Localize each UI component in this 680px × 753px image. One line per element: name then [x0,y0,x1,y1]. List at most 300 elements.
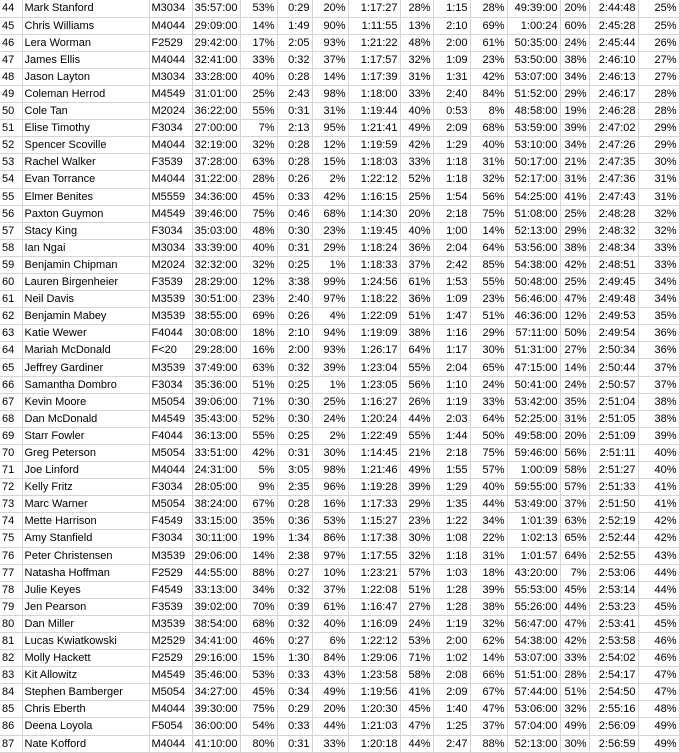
split3-time-cell[interactable]: 55:53:00 [507,581,560,598]
split2-pct-cell[interactable]: 37% [400,256,433,273]
t1-time-cell[interactable]: 1:34 [277,530,312,547]
split1-pct-cell[interactable]: 32% [240,137,277,154]
split3-time-cell[interactable]: 52:13:00 [507,222,560,239]
split1-time-cell[interactable]: 44:55:00 [192,564,240,581]
split2-time-cell[interactable]: 1:23:21 [348,564,400,581]
split3-pct-cell[interactable]: 58% [560,462,589,479]
t1-time-cell[interactable]: 2:05 [277,34,312,51]
split2-time-cell[interactable]: 1:18:22 [348,291,400,308]
t1-time-cell[interactable]: 0:46 [277,205,312,222]
t1-pct-cell[interactable]: 20% [312,0,348,17]
division-cell[interactable]: M5054 [149,684,192,701]
split3-pct-cell[interactable]: 20% [560,0,589,17]
total-time-cell[interactable]: 2:53:06 [589,564,638,581]
row-header[interactable]: 72 [0,479,22,496]
t1-time-cell[interactable]: 0:26 [277,171,312,188]
row-header[interactable]: 77 [0,564,22,581]
split2-pct-cell[interactable]: 38% [400,325,433,342]
t2-time-cell[interactable]: 2:10 [433,17,470,34]
t1-pct-cell[interactable]: 23% [312,222,348,239]
overall-pct-cell[interactable]: 27% [638,51,679,68]
name-cell[interactable]: Lera Worman [22,34,149,51]
split1-pct-cell[interactable]: 45% [240,188,277,205]
name-cell[interactable]: Joe Linford [22,462,149,479]
t1-pct-cell[interactable]: 68% [312,205,348,222]
split2-time-cell[interactable]: 1:17:39 [348,68,400,85]
overall-pct-cell[interactable]: 41% [638,496,679,513]
split3-pct-cell[interactable]: 38% [560,239,589,256]
split1-pct-cell[interactable]: 7% [240,120,277,137]
name-cell[interactable]: Nate Kofford [22,735,149,752]
split1-time-cell[interactable]: 33:51:00 [192,444,240,461]
split2-time-cell[interactable]: 1:11:55 [348,17,400,34]
name-cell[interactable]: Stephen Bamberger [22,684,149,701]
t2-time-cell[interactable]: 1:16 [433,325,470,342]
name-cell[interactable]: Coleman Herrod [22,85,149,102]
split2-pct-cell[interactable]: 32% [400,51,433,68]
split1-time-cell[interactable]: 31:22:00 [192,171,240,188]
split2-time-cell[interactable]: 1:17:33 [348,496,400,513]
t1-time-cell[interactable]: 0:30 [277,393,312,410]
t2-time-cell[interactable]: 1:55 [433,462,470,479]
row-header[interactable]: 65 [0,359,22,376]
split3-pct-cell[interactable]: 28% [560,667,589,684]
t1-time-cell[interactable]: 2:10 [277,325,312,342]
split1-pct-cell[interactable]: 15% [240,650,277,667]
total-time-cell[interactable]: 2:56:59 [589,735,638,752]
split3-pct-cell[interactable]: 42% [560,256,589,273]
split3-pct-cell[interactable]: 29% [560,222,589,239]
division-cell[interactable]: M4549 [149,205,192,222]
split1-time-cell[interactable]: 32:41:00 [192,51,240,68]
t2-pct-cell[interactable]: 84% [470,85,507,102]
division-cell[interactable]: M5054 [149,393,192,410]
t2-pct-cell[interactable]: 51% [470,308,507,325]
t2-pct-cell[interactable]: 30% [470,342,507,359]
split2-pct-cell[interactable]: 52% [400,171,433,188]
split2-time-cell[interactable]: 1:19:56 [348,684,400,701]
division-cell[interactable]: F4044 [149,325,192,342]
division-cell[interactable]: M3539 [149,547,192,564]
split3-pct-cell[interactable]: 30% [560,735,589,752]
split2-pct-cell[interactable]: 29% [400,496,433,513]
split1-time-cell[interactable]: 34:41:00 [192,632,240,649]
overall-pct-cell[interactable]: 38% [638,393,679,410]
split2-time-cell[interactable]: 1:18:33 [348,256,400,273]
name-cell[interactable]: Mark Stanford [22,0,149,17]
t1-time-cell[interactable]: 0:27 [277,564,312,581]
split3-time-cell[interactable]: 56:47:00 [507,615,560,632]
division-cell[interactable]: M2529 [149,632,192,649]
name-cell[interactable]: Spencer Scoville [22,137,149,154]
split1-pct-cell[interactable]: 88% [240,564,277,581]
split2-time-cell[interactable]: 1:16:47 [348,598,400,615]
division-cell[interactable]: M4044 [149,137,192,154]
t2-pct-cell[interactable]: 67% [470,684,507,701]
total-time-cell[interactable]: 2:49:45 [589,274,638,291]
t1-time-cell[interactable]: 1:30 [277,650,312,667]
split3-pct-cell[interactable]: 37% [560,496,589,513]
row-header[interactable]: 68 [0,410,22,427]
t1-pct-cell[interactable]: 16% [312,496,348,513]
split2-pct-cell[interactable]: 55% [400,359,433,376]
split3-time-cell[interactable]: 53:50:00 [507,51,560,68]
t1-pct-cell[interactable]: 30% [312,444,348,461]
row-header[interactable]: 81 [0,632,22,649]
name-cell[interactable]: Mariah McDonald [22,342,149,359]
split3-time-cell[interactable]: 1:01:39 [507,513,560,530]
total-time-cell[interactable]: 2:45:44 [589,34,638,51]
t2-pct-cell[interactable]: 18% [470,564,507,581]
split2-pct-cell[interactable]: 44% [400,735,433,752]
name-cell[interactable]: Jason Layton [22,68,149,85]
split1-pct-cell[interactable]: 48% [240,222,277,239]
total-time-cell[interactable]: 2:51:04 [589,393,638,410]
t2-time-cell[interactable]: 1:25 [433,718,470,735]
t2-time-cell[interactable]: 2:18 [433,444,470,461]
split3-time-cell[interactable]: 57:04:00 [507,718,560,735]
split2-pct-cell[interactable]: 51% [400,308,433,325]
row-header[interactable]: 67 [0,393,22,410]
division-cell[interactable]: M2024 [149,103,192,120]
division-cell[interactable]: M4044 [149,51,192,68]
overall-pct-cell[interactable]: 41% [638,479,679,496]
t2-time-cell[interactable]: 1:53 [433,274,470,291]
overall-pct-cell[interactable]: 43% [638,547,679,564]
name-cell[interactable]: Benjamin Mabey [22,308,149,325]
split3-pct-cell[interactable]: 14% [560,359,589,376]
split2-time-cell[interactable]: 1:22:08 [348,581,400,598]
t1-pct-cell[interactable]: 49% [312,684,348,701]
split3-time-cell[interactable]: 1:02:13 [507,530,560,547]
split1-pct-cell[interactable]: 33% [240,51,277,68]
t2-pct-cell[interactable]: 68% [470,120,507,137]
split1-pct-cell[interactable]: 5% [240,462,277,479]
total-time-cell[interactable]: 2:46:28 [589,103,638,120]
overall-pct-cell[interactable]: 28% [638,103,679,120]
t2-time-cell[interactable]: 2:42 [433,256,470,273]
row-header[interactable]: 66 [0,376,22,393]
split1-time-cell[interactable]: 38:24:00 [192,496,240,513]
split1-pct-cell[interactable]: 34% [240,581,277,598]
t2-pct-cell[interactable]: 32% [470,171,507,188]
split2-pct-cell[interactable]: 40% [400,103,433,120]
row-header[interactable]: 73 [0,496,22,513]
split1-time-cell[interactable]: 35:36:00 [192,376,240,393]
row-header[interactable]: 79 [0,598,22,615]
split1-time-cell[interactable]: 33:15:00 [192,513,240,530]
total-time-cell[interactable]: 2:48:51 [589,256,638,273]
division-cell[interactable]: M5559 [149,188,192,205]
row-header[interactable]: 87 [0,735,22,752]
split3-time-cell[interactable]: 53:07:00 [507,650,560,667]
split2-time-cell[interactable]: 1:22:09 [348,308,400,325]
name-cell[interactable]: Julie Keyes [22,581,149,598]
t1-time-cell[interactable]: 0:29 [277,0,312,17]
overall-pct-cell[interactable]: 42% [638,513,679,530]
t1-pct-cell[interactable]: 84% [312,650,348,667]
split1-time-cell[interactable]: 39:02:00 [192,598,240,615]
split3-pct-cell[interactable]: 19% [560,103,589,120]
t2-time-cell[interactable]: 1:17 [433,342,470,359]
split3-time-cell[interactable]: 43:20:00 [507,564,560,581]
name-cell[interactable]: Dan Miller [22,615,149,632]
split1-pct-cell[interactable]: 71% [240,393,277,410]
total-time-cell[interactable]: 2:50:34 [589,342,638,359]
split1-time-cell[interactable]: 24:31:00 [192,462,240,479]
division-cell[interactable]: F2529 [149,564,192,581]
t2-time-cell[interactable]: 2:03 [433,410,470,427]
t1-time-cell[interactable]: 2:13 [277,120,312,137]
t1-pct-cell[interactable]: 1% [312,376,348,393]
t2-time-cell[interactable]: 2:09 [433,120,470,137]
name-cell[interactable]: Lucas Kwiatkowski [22,632,149,649]
split1-time-cell[interactable]: 30:08:00 [192,325,240,342]
division-cell[interactable]: M3034 [149,239,192,256]
split1-time-cell[interactable]: 29:28:00 [192,342,240,359]
t2-time-cell[interactable]: 1:15 [433,0,470,17]
split1-pct-cell[interactable]: 55% [240,427,277,444]
split3-time-cell[interactable]: 54:25:00 [507,188,560,205]
t1-time-cell[interactable]: 0:28 [277,68,312,85]
split3-pct-cell[interactable]: 57% [560,479,589,496]
t1-time-cell[interactable]: 0:33 [277,667,312,684]
split3-pct-cell[interactable]: 49% [560,718,589,735]
split1-pct-cell[interactable]: 75% [240,205,277,222]
row-header[interactable]: 84 [0,684,22,701]
split2-pct-cell[interactable]: 40% [400,222,433,239]
division-cell[interactable]: M2024 [149,256,192,273]
total-time-cell[interactable]: 2:51:11 [589,444,638,461]
t2-time-cell[interactable]: 1:54 [433,188,470,205]
t1-pct-cell[interactable]: 6% [312,632,348,649]
split2-time-cell[interactable]: 1:21:46 [348,462,400,479]
split3-pct-cell[interactable]: 33% [560,650,589,667]
split3-time-cell[interactable]: 47:15:00 [507,359,560,376]
overall-pct-cell[interactable]: 34% [638,274,679,291]
split1-time-cell[interactable]: 33:28:00 [192,68,240,85]
split3-pct-cell[interactable]: 29% [560,85,589,102]
name-cell[interactable]: Samantha Dombro [22,376,149,393]
split3-pct-cell[interactable]: 45% [560,581,589,598]
split2-pct-cell[interactable]: 21% [400,444,433,461]
name-cell[interactable]: Evan Torrance [22,171,149,188]
split1-pct-cell[interactable]: 63% [240,154,277,171]
split1-pct-cell[interactable]: 28% [240,171,277,188]
split2-time-cell[interactable]: 1:19:09 [348,325,400,342]
split2-time-cell[interactable]: 1:17:55 [348,547,400,564]
total-time-cell[interactable]: 2:46:10 [589,51,638,68]
split3-pct-cell[interactable]: 20% [560,427,589,444]
row-header[interactable]: 48 [0,68,22,85]
division-cell[interactable]: F3034 [149,479,192,496]
name-cell[interactable]: Marc Warner [22,496,149,513]
split1-pct-cell[interactable]: 52% [240,410,277,427]
split1-time-cell[interactable]: 33:13:00 [192,581,240,598]
split3-time-cell[interactable]: 50:35:00 [507,34,560,51]
total-time-cell[interactable]: 2:52:19 [589,513,638,530]
t2-pct-cell[interactable]: 44% [470,496,507,513]
name-cell[interactable]: Amy Stanfield [22,530,149,547]
split2-pct-cell[interactable]: 51% [400,581,433,598]
t2-pct-cell[interactable]: 66% [470,667,507,684]
split2-time-cell[interactable]: 1:16:27 [348,393,400,410]
t1-time-cell[interactable]: 0:28 [277,154,312,171]
division-cell[interactable]: F2529 [149,650,192,667]
name-cell[interactable]: Chris Eberth [22,701,149,718]
name-cell[interactable]: Starr Fowler [22,427,149,444]
t2-pct-cell[interactable]: 32% [470,615,507,632]
t2-time-cell[interactable]: 1:29 [433,479,470,496]
split2-pct-cell[interactable]: 27% [400,598,433,615]
t1-time-cell[interactable]: 0:26 [277,308,312,325]
t1-time-cell[interactable]: 0:31 [277,103,312,120]
division-cell[interactable]: F3034 [149,376,192,393]
t1-time-cell[interactable]: 1:49 [277,17,312,34]
split1-pct-cell[interactable]: 53% [240,667,277,684]
t2-time-cell[interactable]: 1:19 [433,615,470,632]
split1-time-cell[interactable]: 27:00:00 [192,120,240,137]
total-time-cell[interactable]: 2:45:28 [589,17,638,34]
t2-pct-cell[interactable]: 69% [470,17,507,34]
split2-time-cell[interactable]: 1:24:56 [348,274,400,291]
split2-pct-cell[interactable]: 28% [400,0,433,17]
t2-pct-cell[interactable]: 50% [470,427,507,444]
division-cell[interactable]: M4044 [149,462,192,479]
name-cell[interactable]: Deena Loyola [22,718,149,735]
overall-pct-cell[interactable]: 44% [638,564,679,581]
row-header[interactable]: 83 [0,667,22,684]
t1-time-cell[interactable]: 0:31 [277,239,312,256]
split1-time-cell[interactable]: 29:06:00 [192,547,240,564]
row-header[interactable]: 76 [0,547,22,564]
name-cell[interactable]: Jeffrey Gardiner [22,359,149,376]
t2-time-cell[interactable]: 1:00 [433,222,470,239]
t2-pct-cell[interactable]: 56% [470,188,507,205]
total-time-cell[interactable]: 2:53:14 [589,581,638,598]
total-time-cell[interactable]: 2:46:17 [589,85,638,102]
split3-pct-cell[interactable]: 50% [560,325,589,342]
split3-pct-cell[interactable]: 44% [560,598,589,615]
split3-pct-cell[interactable]: 24% [560,376,589,393]
split1-time-cell[interactable]: 29:42:00 [192,34,240,51]
split1-pct-cell[interactable]: 70% [240,598,277,615]
split2-time-cell[interactable]: 1:21:41 [348,120,400,137]
split1-time-cell[interactable]: 36:22:00 [192,103,240,120]
t1-time-cell[interactable]: 0:28 [277,137,312,154]
split3-time-cell[interactable]: 52:25:00 [507,410,560,427]
t2-pct-cell[interactable]: 40% [470,137,507,154]
split2-pct-cell[interactable]: 36% [400,291,433,308]
total-time-cell[interactable]: 2:51:05 [589,410,638,427]
total-time-cell[interactable]: 2:44:48 [589,0,638,17]
t2-pct-cell[interactable]: 64% [470,239,507,256]
split2-time-cell[interactable]: 1:15:27 [348,513,400,530]
split2-pct-cell[interactable]: 48% [400,34,433,51]
overall-pct-cell[interactable]: 26% [638,34,679,51]
split2-pct-cell[interactable]: 64% [400,342,433,359]
split2-time-cell[interactable]: 1:21:22 [348,34,400,51]
t1-time-cell[interactable]: 0:31 [277,444,312,461]
split1-pct-cell[interactable]: 54% [240,718,277,735]
t2-time-cell[interactable]: 1:22 [433,513,470,530]
row-header[interactable]: 44 [0,0,22,17]
total-time-cell[interactable]: 2:53:41 [589,615,638,632]
division-cell[interactable]: F2529 [149,34,192,51]
name-cell[interactable]: Katie Wewer [22,325,149,342]
row-header[interactable]: 74 [0,513,22,530]
t2-time-cell[interactable]: 1:03 [433,564,470,581]
t2-pct-cell[interactable]: 14% [470,222,507,239]
split3-time-cell[interactable]: 48:58:00 [507,103,560,120]
overall-pct-cell[interactable]: 45% [638,598,679,615]
split1-pct-cell[interactable]: 32% [240,256,277,273]
split2-pct-cell[interactable]: 55% [400,427,433,444]
overall-pct-cell[interactable]: 40% [638,462,679,479]
split3-pct-cell[interactable]: 32% [560,701,589,718]
t2-pct-cell[interactable]: 31% [470,154,507,171]
name-cell[interactable]: Neil Davis [22,291,149,308]
t1-time-cell[interactable]: 2:40 [277,291,312,308]
split1-time-cell[interactable]: 35:43:00 [192,410,240,427]
split1-pct-cell[interactable]: 69% [240,308,277,325]
split1-time-cell[interactable]: 39:30:00 [192,701,240,718]
t2-time-cell[interactable]: 1:29 [433,137,470,154]
t2-time-cell[interactable]: 1:40 [433,701,470,718]
row-header[interactable]: 58 [0,239,22,256]
overall-pct-cell[interactable]: 35% [638,308,679,325]
row-header[interactable]: 50 [0,103,22,120]
overall-pct-cell[interactable]: 47% [638,684,679,701]
t1-pct-cell[interactable]: 1% [312,256,348,273]
split3-time-cell[interactable]: 52:17:00 [507,171,560,188]
split2-pct-cell[interactable]: 39% [400,479,433,496]
total-time-cell[interactable]: 2:46:13 [589,68,638,85]
t1-pct-cell[interactable]: 20% [312,701,348,718]
total-time-cell[interactable]: 2:47:36 [589,171,638,188]
overall-pct-cell[interactable]: 25% [638,0,679,17]
split3-time-cell[interactable]: 49:39:00 [507,0,560,17]
split1-time-cell[interactable]: 29:16:00 [192,650,240,667]
split2-time-cell[interactable]: 1:17:38 [348,530,400,547]
t2-pct-cell[interactable]: 62% [470,632,507,649]
split2-time-cell[interactable]: 1:18:03 [348,154,400,171]
t2-pct-cell[interactable]: 8% [470,103,507,120]
t2-pct-cell[interactable]: 33% [470,393,507,410]
overall-pct-cell[interactable]: 49% [638,718,679,735]
split3-time-cell[interactable]: 50:48:00 [507,274,560,291]
split3-pct-cell[interactable]: 56% [560,444,589,461]
row-header[interactable]: 52 [0,137,22,154]
t2-pct-cell[interactable]: 34% [470,513,507,530]
t1-pct-cell[interactable]: 37% [312,581,348,598]
name-cell[interactable]: Molly Hackett [22,650,149,667]
t1-pct-cell[interactable]: 24% [312,410,348,427]
split3-pct-cell[interactable]: 21% [560,154,589,171]
total-time-cell[interactable]: 2:47:43 [589,188,638,205]
t2-pct-cell[interactable]: 64% [470,410,507,427]
split1-pct-cell[interactable]: 40% [240,68,277,85]
row-header[interactable]: 59 [0,256,22,273]
row-header[interactable]: 56 [0,205,22,222]
t2-time-cell[interactable]: 1:09 [433,51,470,68]
t1-pct-cell[interactable]: 93% [312,34,348,51]
overall-pct-cell[interactable]: 27% [638,68,679,85]
t2-pct-cell[interactable]: 75% [470,205,507,222]
split1-pct-cell[interactable]: 19% [240,530,277,547]
split1-time-cell[interactable]: 38:55:00 [192,308,240,325]
split1-time-cell[interactable]: 35:57:00 [192,0,240,17]
